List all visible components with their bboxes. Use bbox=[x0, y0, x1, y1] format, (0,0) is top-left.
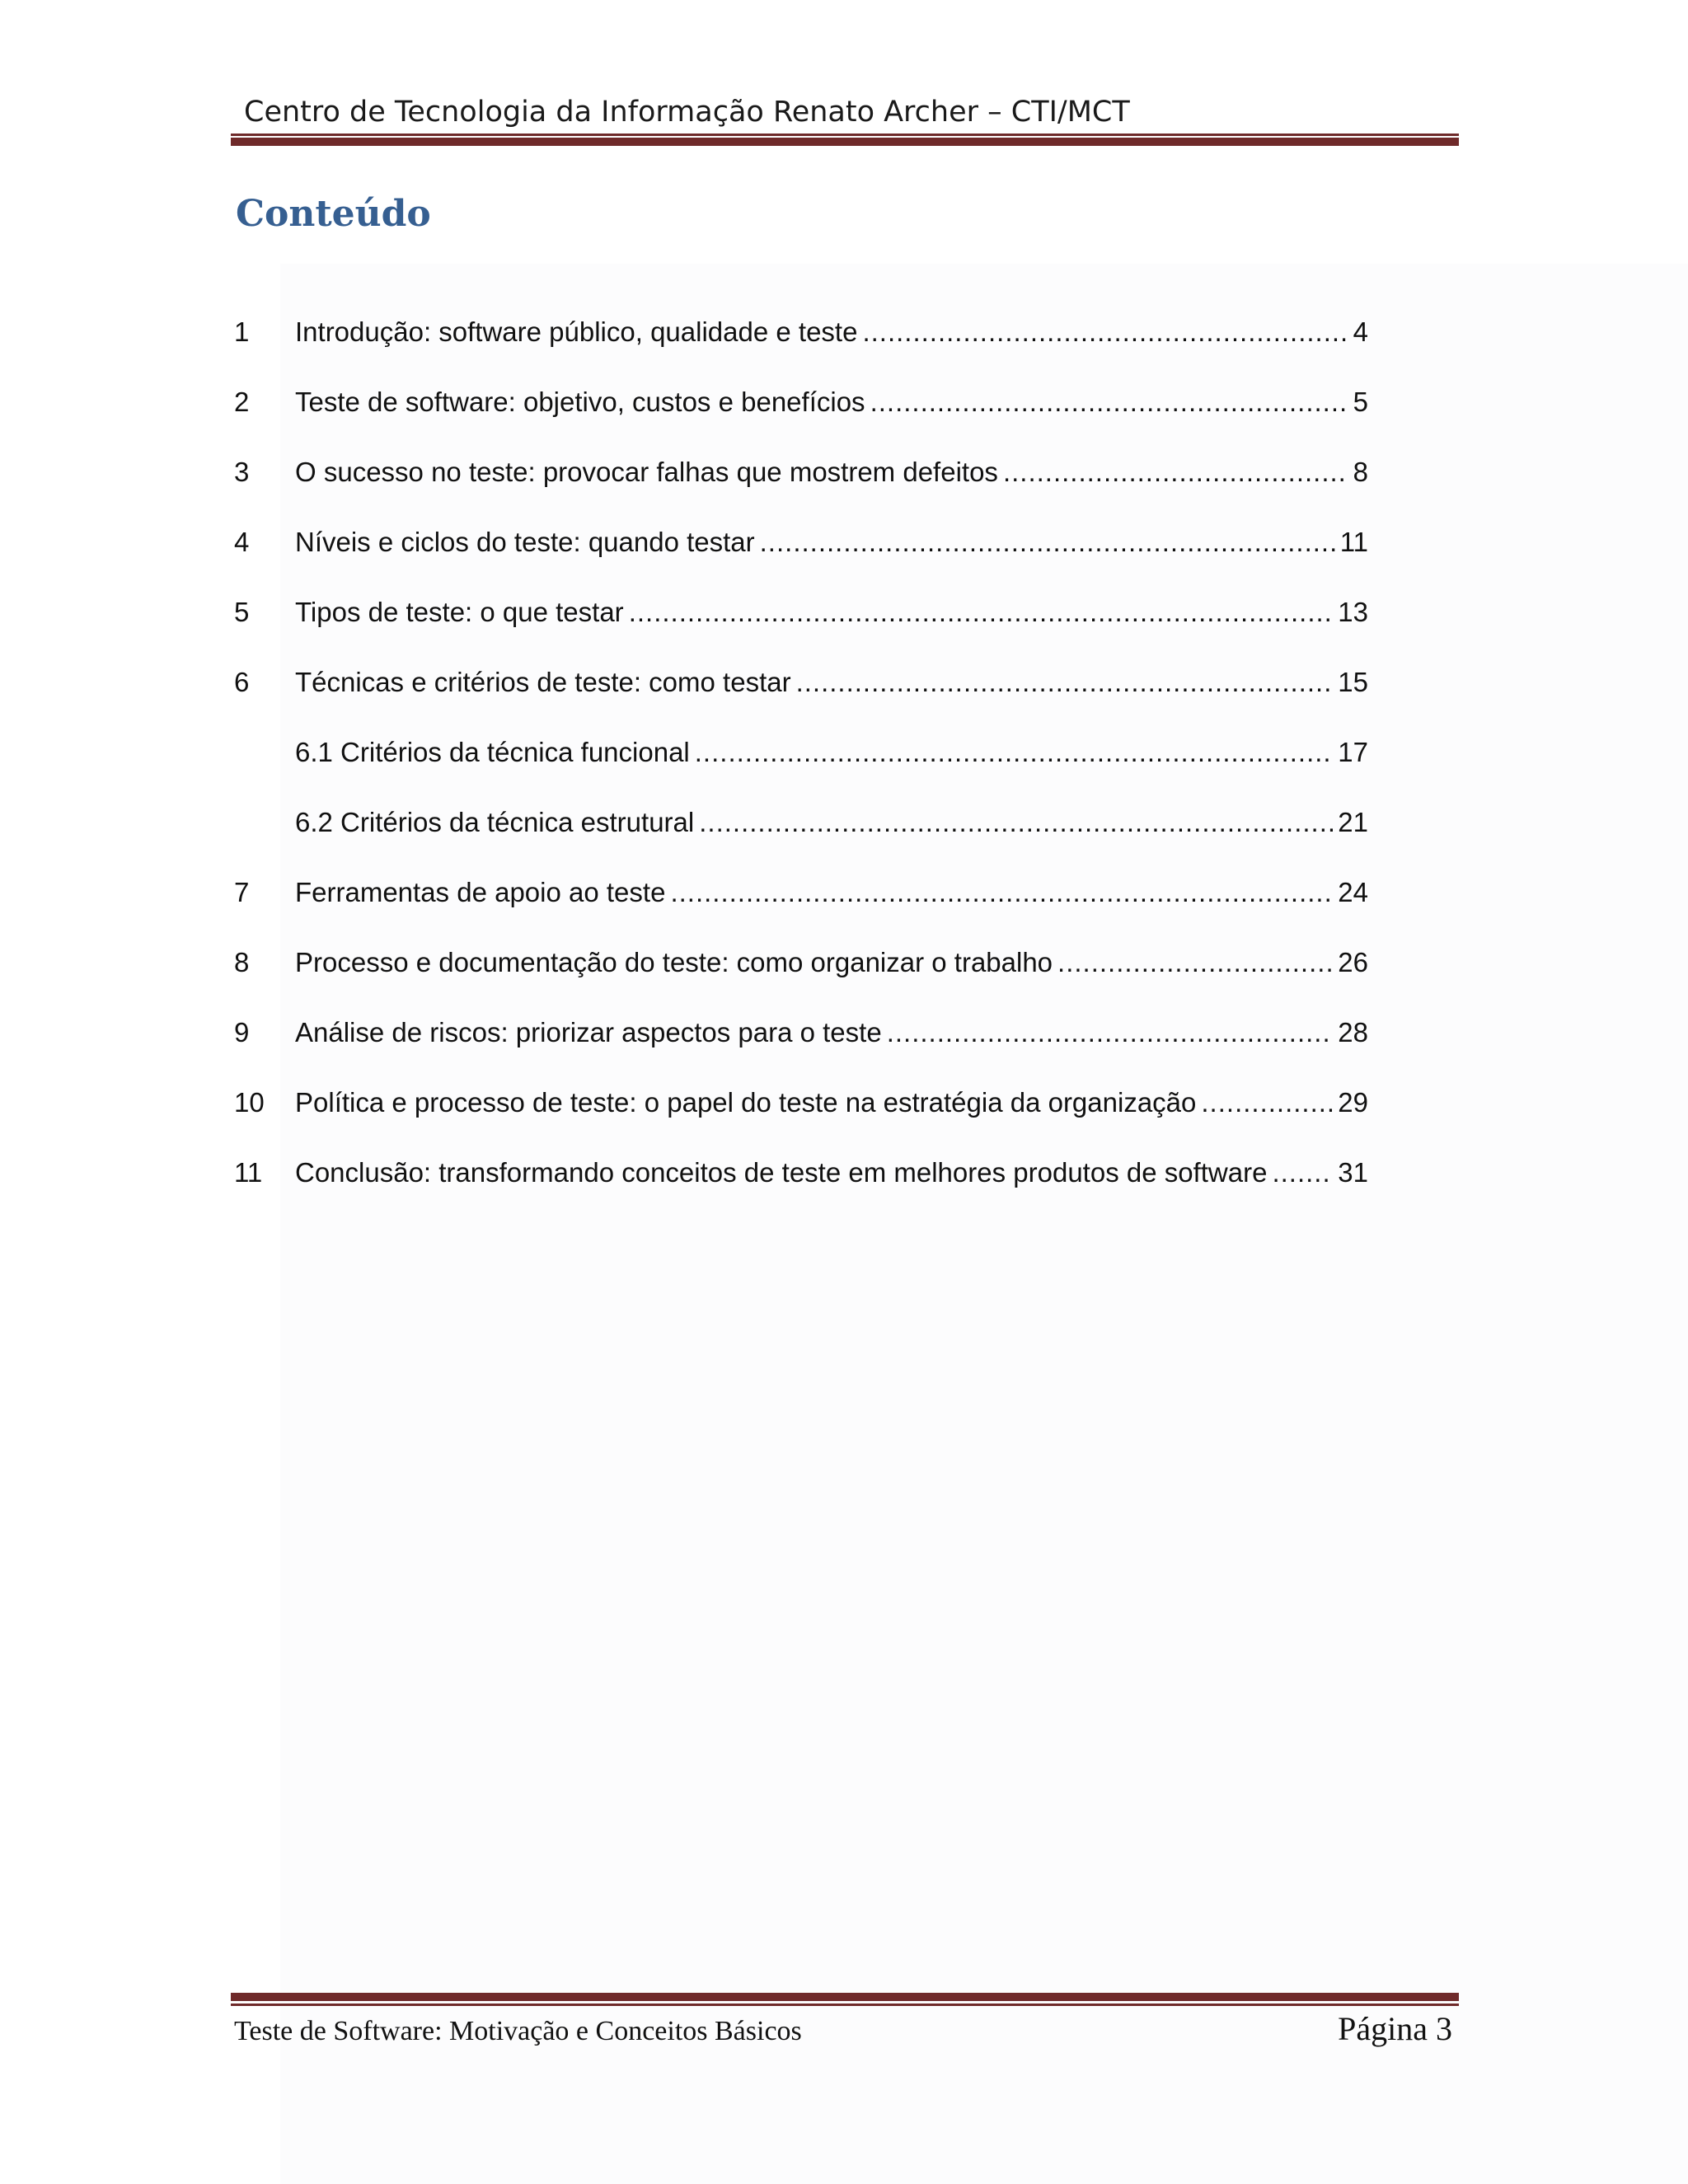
toc-entry-title: Níveis e ciclos do teste: quando testar bbox=[295, 527, 755, 557]
toc-entry[interactable] bbox=[234, 947, 1368, 1017]
footer-document-title: Teste de Software: Motivação e Conceitos Básicos bbox=[234, 2016, 802, 2046]
toc-entry-leader bbox=[695, 737, 1334, 768]
toc-entry-page: 31 bbox=[1338, 1157, 1368, 1188]
toc-entry-number: 5 bbox=[234, 597, 250, 627]
toc-entry-title: 6.1 Critérios da técnica funcional bbox=[295, 737, 690, 767]
toc-entry-number: 11 bbox=[234, 1157, 263, 1188]
toc-entry-page: 21 bbox=[1338, 807, 1368, 837]
header-rule-thin bbox=[231, 134, 1459, 136]
toc-entry-page: 8 bbox=[1353, 457, 1368, 487]
toc-entry-number: 1 bbox=[234, 316, 250, 347]
toc-entry[interactable] bbox=[234, 457, 1368, 527]
toc-entry-page: 29 bbox=[1338, 1087, 1368, 1118]
toc-entry-number: 6 bbox=[234, 667, 250, 697]
toc-subentry[interactable] bbox=[234, 737, 1368, 807]
toc-entry-leader bbox=[1272, 1157, 1333, 1188]
toc-entry-leader bbox=[887, 1017, 1334, 1048]
toc-entry[interactable] bbox=[234, 387, 1368, 457]
toc-entry-title: Política e processo de teste: o papel do teste na estratégia da organização bbox=[295, 1087, 1197, 1118]
toc-entry-leader bbox=[699, 807, 1333, 838]
toc-entry-page: 28 bbox=[1338, 1017, 1368, 1047]
footer-rule-thick bbox=[231, 1993, 1459, 2001]
toc-entry-leader bbox=[670, 877, 1333, 908]
toc-entry-title: Processo e documentação do teste: como organizar o trabalho bbox=[295, 947, 1053, 977]
toc-entry-title: Teste de software: objetivo, custos e benefícios bbox=[295, 387, 865, 417]
toc-entry-number: 9 bbox=[234, 1017, 250, 1047]
toc-entry[interactable] bbox=[234, 1087, 1368, 1157]
toc-entry-page: 15 bbox=[1338, 667, 1368, 697]
header-title: Centro de Tecnologia da Informação Renato Archer – CTI/MCT bbox=[244, 96, 1130, 129]
toc-entry[interactable] bbox=[234, 1017, 1368, 1087]
toc-entry-number: 8 bbox=[234, 947, 250, 977]
toc-entry-title: Análise de riscos: priorizar aspectos para o teste bbox=[295, 1017, 882, 1047]
toc-entry-leader bbox=[796, 667, 1334, 698]
toc-entry-leader bbox=[1003, 457, 1348, 488]
toc-entry-number: 4 bbox=[234, 527, 250, 557]
toc-subentry[interactable] bbox=[234, 807, 1368, 877]
toc-entry[interactable] bbox=[234, 1157, 1368, 1227]
toc-entry-number: 7 bbox=[234, 877, 250, 907]
toc-entry-title: Conclusão: transformando conceitos de teste em melhores produtos de software bbox=[295, 1157, 1268, 1188]
toc-entry-title: Técnicas e critérios de teste: como testar bbox=[295, 667, 791, 697]
toc-entry[interactable] bbox=[234, 597, 1368, 667]
toc-entry[interactable] bbox=[234, 877, 1368, 947]
toc-entry-title: Ferramentas de apoio ao teste bbox=[295, 877, 666, 907]
toc-entry-title: Introdução: software público, qualidade e teste bbox=[295, 316, 858, 347]
toc-entry-leader bbox=[862, 316, 1348, 348]
toc-entry-leader bbox=[760, 527, 1335, 558]
toc-entry-leader bbox=[870, 387, 1348, 418]
toc-entry-leader bbox=[1057, 947, 1333, 978]
toc-entry-leader bbox=[629, 597, 1334, 628]
toc-entry-page: 26 bbox=[1338, 947, 1368, 977]
toc-entry-number: 3 bbox=[234, 457, 250, 487]
toc-entry-title: Tipos de teste: o que testar bbox=[295, 597, 624, 627]
toc-entry-page: 4 bbox=[1353, 316, 1368, 347]
toc-entry-page: 5 bbox=[1353, 387, 1368, 417]
toc-entry-page: 24 bbox=[1338, 877, 1368, 907]
toc-entry-leader bbox=[1201, 1087, 1333, 1118]
footer-page-number: Página 3 bbox=[1338, 2010, 1452, 2047]
header-rule-thick bbox=[231, 138, 1459, 146]
toc-entry-number: 2 bbox=[234, 387, 250, 417]
toc-entry-page: 13 bbox=[1338, 597, 1368, 627]
table-of-contents bbox=[234, 316, 1368, 1227]
toc-entry-page: 11 bbox=[1339, 527, 1368, 557]
toc-entry-title: O sucesso no teste: provocar falhas que mostrem defeitos bbox=[295, 457, 998, 487]
toc-entry-page: 17 bbox=[1338, 737, 1368, 767]
toc-entry[interactable] bbox=[234, 316, 1368, 387]
toc-heading: Conteúdo bbox=[236, 193, 431, 235]
footer-rule-thin bbox=[231, 2004, 1459, 2006]
toc-entry-title: 6.2 Critérios da técnica estrutural bbox=[295, 807, 695, 837]
toc-entry-number: 10 bbox=[234, 1087, 265, 1118]
toc-entry[interactable] bbox=[234, 667, 1368, 737]
toc-entry[interactable] bbox=[234, 527, 1368, 597]
